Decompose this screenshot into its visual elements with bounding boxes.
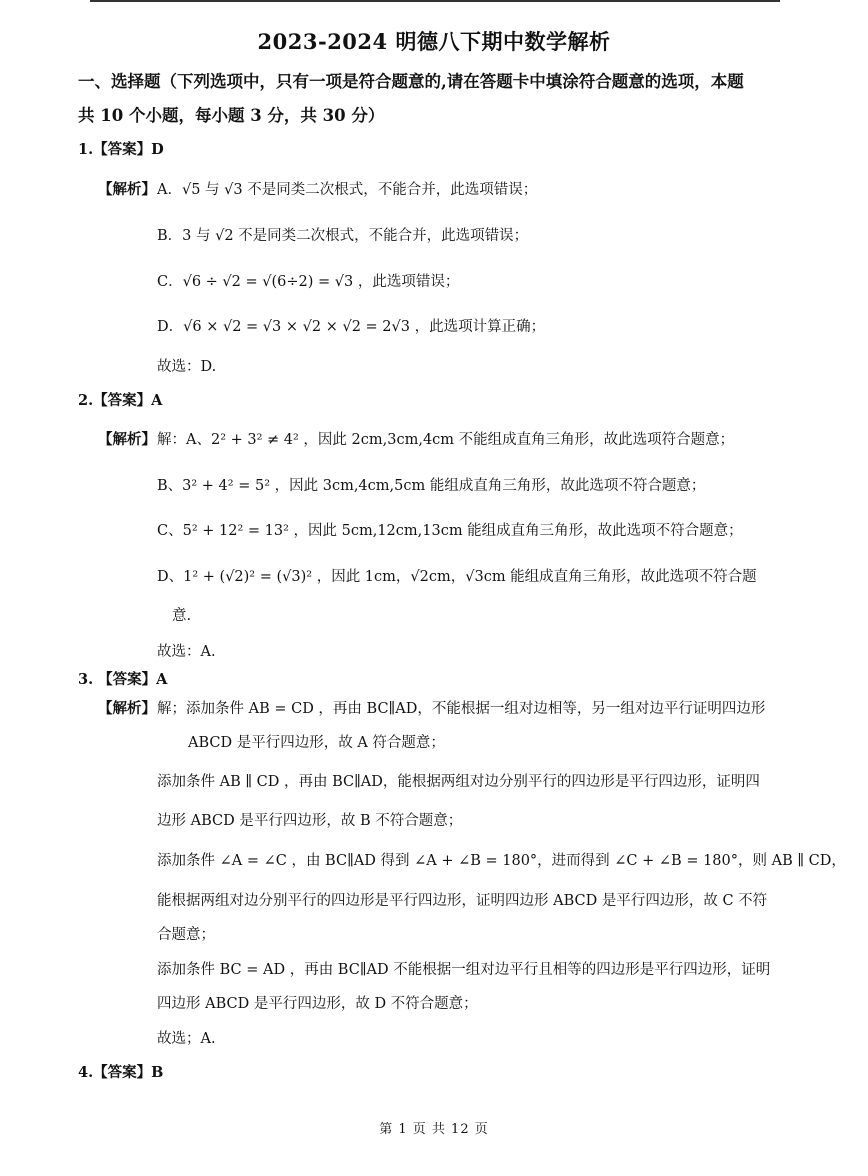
top-rule — [90, 0, 780, 2]
q3-line-6: 能根据两组对边分别平行的四边形是平行四边形，证明四边形 ABCD 是平行四边形，故 C 不符 — [157, 893, 768, 909]
q3-conclusion: 故选；A. — [157, 1031, 216, 1047]
q2-line-b: B、3² + 4² = 5² ，因此 3cm,4cm,5cm 能组成直角三角形，故此选项不符合题意； — [157, 478, 706, 494]
q1-line-c: C．√6 ÷ √2 = √(6÷2) = √3 ，此选项错误； — [157, 274, 460, 290]
q3-line-1: 解；添加条件 AB = CD ，再由 BC∥AD，不能根据一组对边相等，另一组对边平行证明四边形 — [157, 701, 766, 717]
q3-line-5: 添加条件 ∠A = ∠C ，由 BC∥AD 得到 ∠A + ∠B = 180°，进而得到 ∠C + ∠B = 180°，则 AB ∥ CD， — [157, 853, 846, 869]
q1-answer: 1.【答案】D — [78, 141, 164, 158]
q3-line-9: 四边形 ABCD 是平行四边形，故 D 不符合题意； — [157, 996, 478, 1012]
q3-line-7: 合题意； — [157, 927, 215, 943]
q4-answer: 4.【答案】B — [78, 1064, 164, 1081]
q2-analysis-label: 【解析】 — [98, 431, 156, 448]
q2-line-c: C、5² + 12² = 13² ，因此 5cm,12cm,13cm 能组成直角三角形，故此选项不符合题意； — [157, 523, 743, 539]
q3-answer: 3. 【答案】A — [78, 671, 168, 688]
q2-line-d-cont: 意. — [172, 608, 192, 624]
section-heading-line1: 一、选择题（下列选项中，只有一项是符合题意的,请在答题卡中填涂符合题意的选项，本题 — [78, 72, 744, 91]
q1-line-d: D．√6 × √2 = √3 × √2 × √2 = 2√3 ，此选项计算正确； — [157, 319, 546, 335]
q2-answer: 2.【答案】A — [78, 392, 163, 409]
q3-analysis-label: 【解析】 — [98, 700, 156, 717]
q2-line-a: 解：A、2² + 3² ≠ 4² ，因此 2cm,3cm,4cm 不能组成直角三角形，故此选项符合题意； — [157, 432, 735, 448]
page-title: 2023-2024 明德八下期中数学解析 — [257, 29, 611, 54]
q1-line-b: B．3 与 √2 不是同类二次根式，不能合并，此选项错误； — [157, 228, 529, 244]
q3-line-4: 边形 ABCD 是平行四边形，故 B 不符合题意； — [157, 813, 463, 829]
q1-analysis-label: 【解析】 — [98, 181, 156, 198]
q1-conclusion: 故选：D. — [157, 359, 217, 375]
q3-line-3: 添加条件 AB ∥ CD ，再由 BC∥AD，能根据两组对边分别平行的四边形是平行四边形，证明四 — [157, 774, 760, 790]
q3-line-8: 添加条件 BC = AD ，再由 BC∥AD 不能根据一组对边平行且相等的四边形是平行四边形，证明 — [157, 962, 771, 978]
q3-line-2: ABCD 是平行四边形，故 A 符合题意； — [188, 735, 445, 751]
page-footer: 第 1 页 共 12 页 — [379, 1122, 489, 1137]
section-heading-line2: 共 10 个小题，每小题 3 分，共 30 分） — [78, 106, 385, 125]
q1-line-a: A．√5 与 √3 不是同类二次根式，不能合并，此选项错误； — [157, 182, 538, 198]
q2-conclusion: 故选：A. — [157, 644, 216, 660]
q2-line-d: D、1² + (√2)² = (√3)² ，因此 1cm，√2cm，√3cm 能组成直角三角形，故此选项不符合题 — [157, 569, 757, 585]
